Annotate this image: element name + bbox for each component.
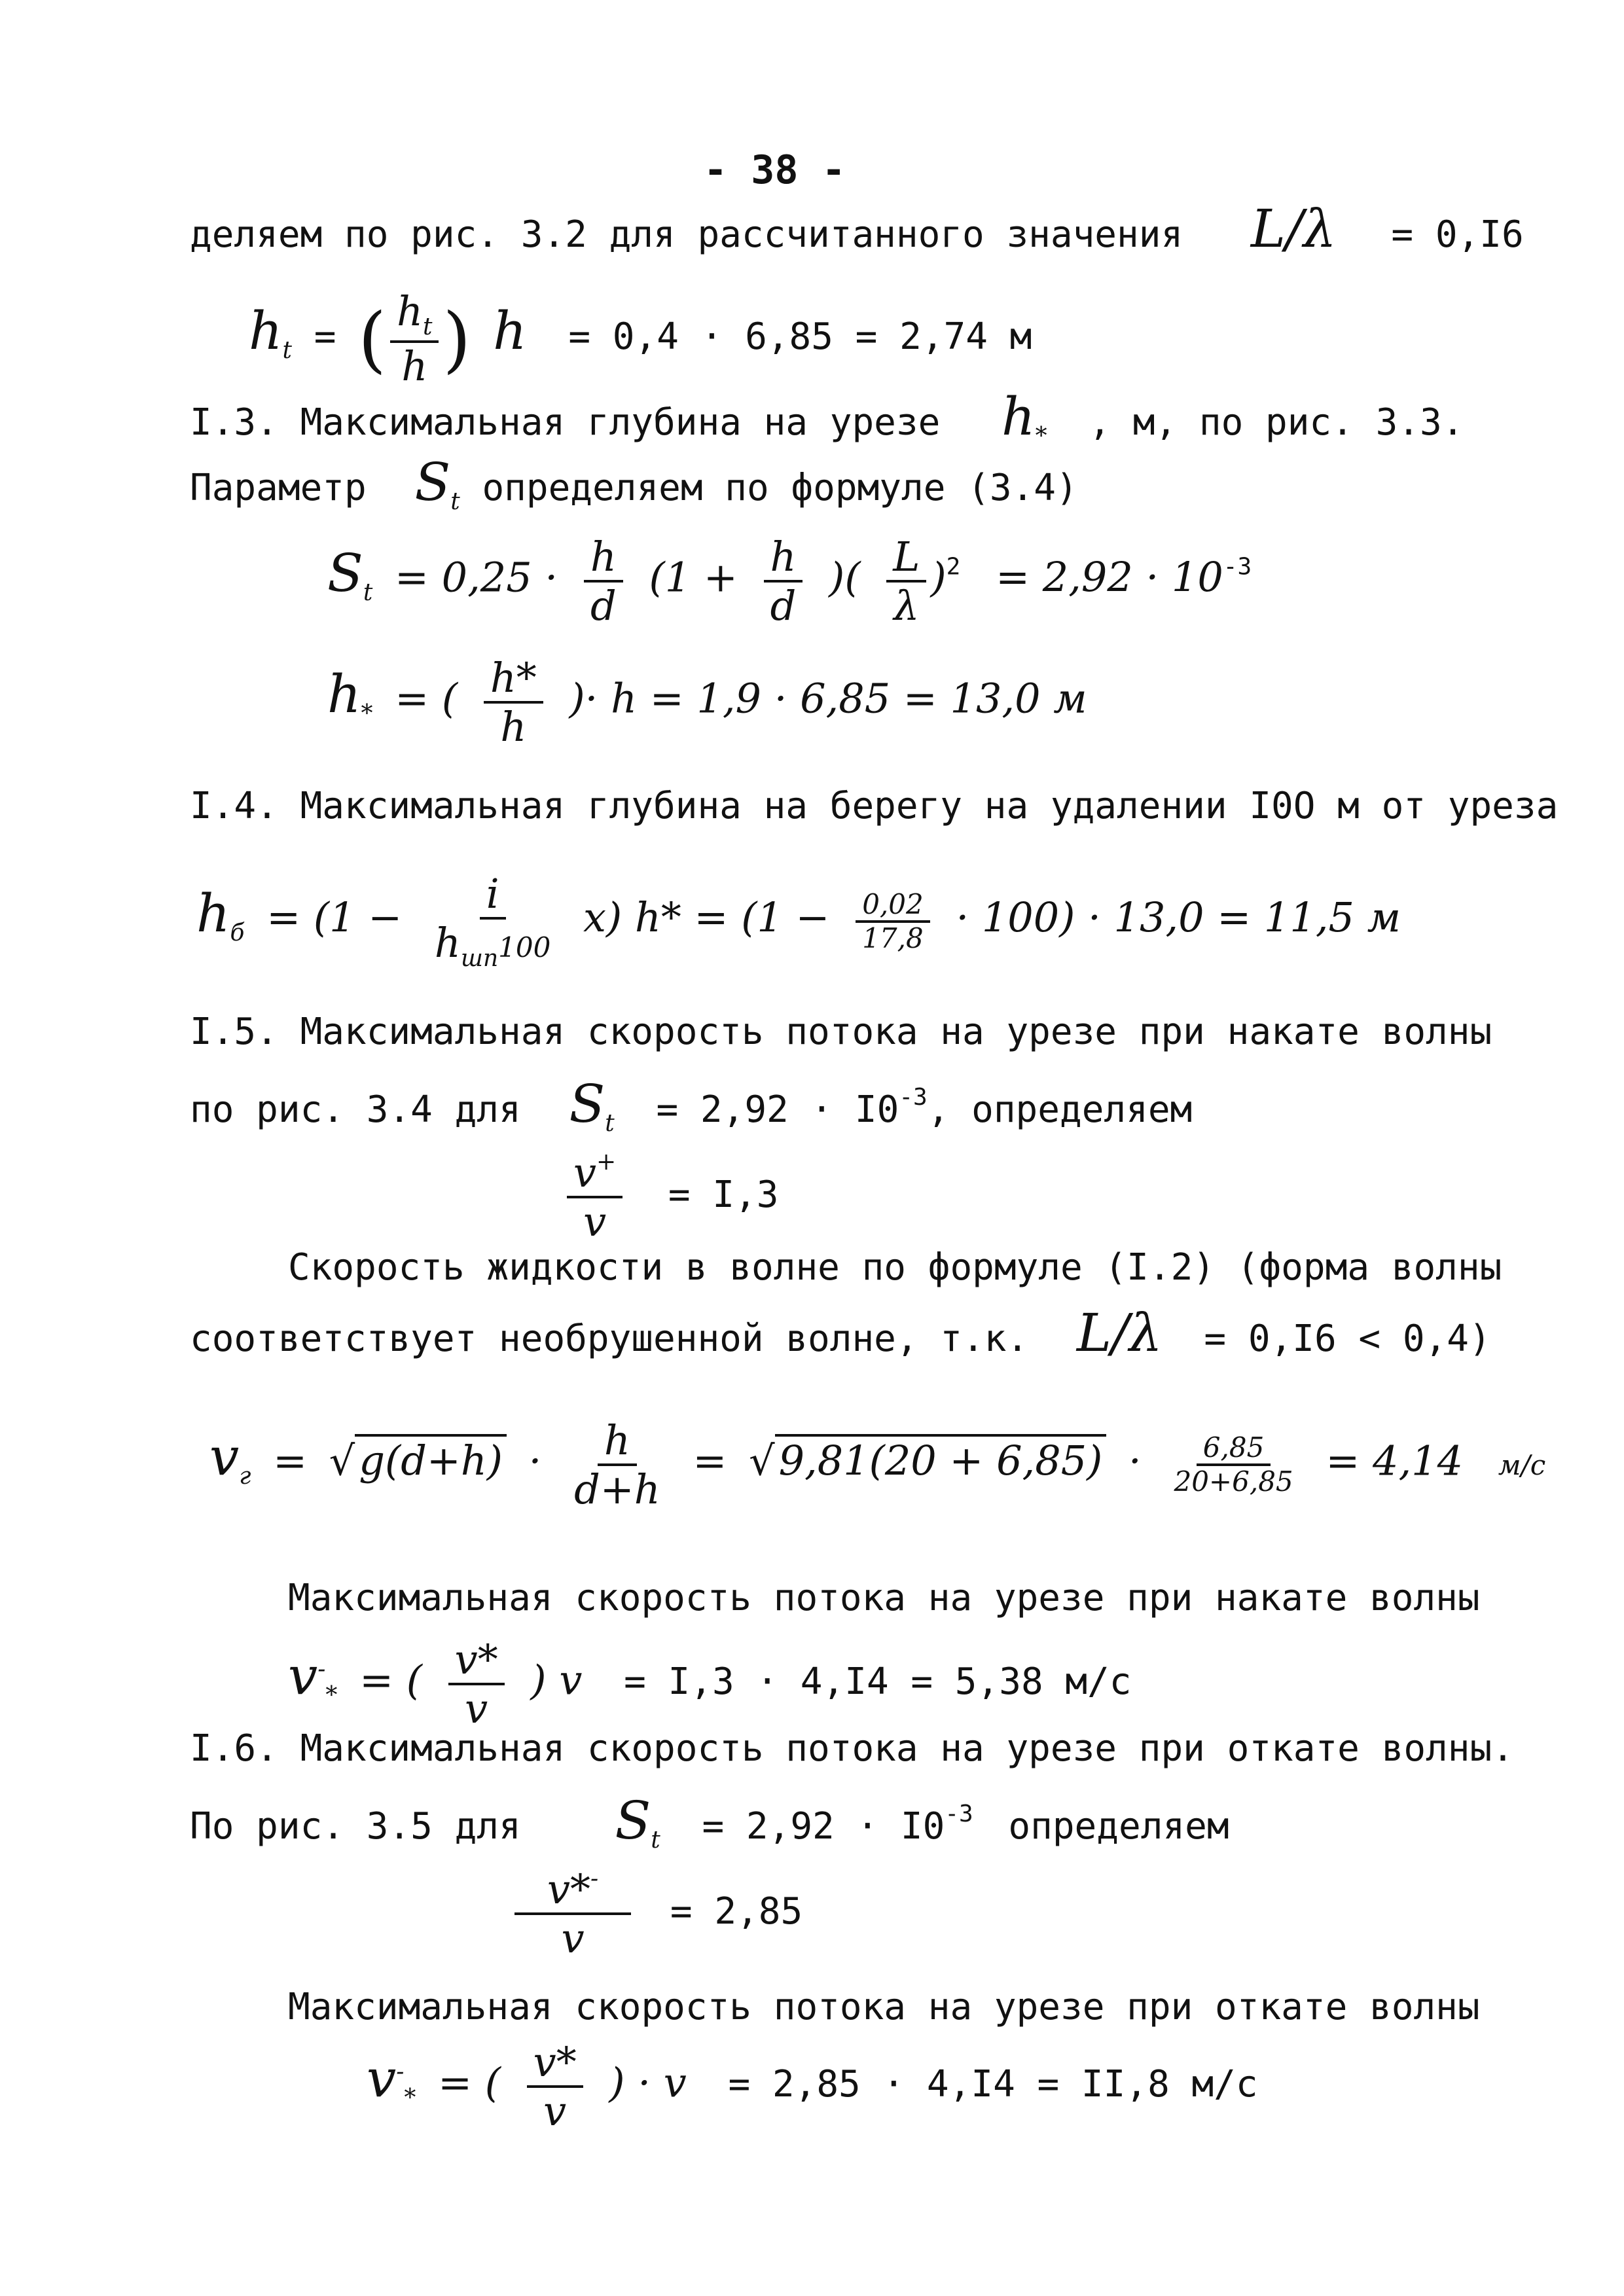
op: = (1 − — [266, 893, 403, 941]
symbol: $S_t$ — [414, 452, 460, 515]
lhs: $v^-_*$ — [367, 2048, 416, 2112]
ratio-symbol: L/λ — [1250, 198, 1337, 259]
op: = — [693, 1437, 727, 1485]
paragraph-1-3b — [190, 452, 1078, 523]
text: По рис. 3.5 для — [190, 1805, 521, 1848]
lhs: $v^-_*$ — [288, 1645, 338, 1710]
op: = ( — [359, 1656, 422, 1704]
text: деляем по рис. 3.2 для рассчитанного значения — [190, 213, 1183, 256]
fraction: $\frac{h*}{h}$ — [484, 655, 543, 751]
lhs: $h_*$ — [327, 664, 373, 728]
text: I.3. Максимальная глубина на урезе — [190, 401, 941, 444]
multiplier: h — [493, 300, 527, 361]
fraction: $\frac{v*}{v}$ — [527, 2039, 583, 2135]
op: = ( — [438, 2058, 501, 2107]
text: определяем — [1008, 1805, 1229, 1848]
op: ) v — [530, 1656, 583, 1704]
op: )( — [829, 553, 861, 601]
fraction: $\frac{v*^-}{v}$ — [514, 1865, 631, 1962]
paragraph-1-5b — [190, 1073, 1193, 1145]
fraction: $\frac{i}{h_{шп}100}$ — [434, 870, 551, 973]
paragraph-1-6b — [190, 1790, 1229, 1861]
text: соответствует необрушенной волне, т.к. — [190, 1318, 1029, 1360]
equation-st: $S_t = 0,25$ · $\frac{h}{d}$ (1 + $\frac{h}{d}$ )( $\frac{L}{\lambda}$ )$^2 = 2,92 \cdot 10^{-3}$ — [327, 533, 1252, 630]
op: = — [273, 1437, 308, 1485]
lhs: $S_t$ — [327, 543, 373, 607]
coefficient: = 0,25 · — [395, 553, 558, 601]
paragraph-1-6: I.6. Максимальная скорость потока на урезе при откате волны. — [190, 1727, 1514, 1770]
symbol: $h_*$ — [1001, 386, 1047, 450]
result: = I,3 — [668, 1173, 779, 1216]
op: · — [528, 1437, 542, 1485]
equation-vratio — [511, 1865, 803, 1962]
symbol: $S_t$ — [569, 1073, 615, 1137]
paragraph-speed-2 — [190, 1302, 1491, 1363]
op: = ( — [395, 674, 458, 723]
fraction: $\frac{0,02}{17,8}$ — [856, 889, 930, 955]
fraction: $\frac{v*}{v}$ — [448, 1636, 505, 1732]
fraction: $\frac{h}{d}$ — [764, 533, 803, 630]
op: x) h* = (1 − — [583, 893, 830, 941]
exponent: -3 — [1223, 553, 1252, 581]
exponent: -3 — [945, 1801, 973, 1827]
op: ) · v — [609, 2058, 687, 2107]
result: · 100) · 13,0 = 11,5 м — [956, 893, 1401, 941]
equation-ht: $h_t$ = ( $\frac{h_t}{h}$ ) h = 0,4 · 6,85 = 2,74 м — [249, 287, 1032, 391]
op: · — [1128, 1437, 1142, 1485]
fraction: $\frac{6,85}{20+6,85}$ — [1174, 1431, 1293, 1498]
result: = 4,14 — [1326, 1437, 1464, 1485]
result: = 0,4 · 6,85 = 2,74 м — [568, 315, 1032, 358]
paragraph-max-run: Максимальная скорость потока на урезе при накате волны — [288, 1577, 1480, 1619]
paragraph-line — [190, 198, 1524, 259]
lhs: $v_г$ — [209, 1426, 251, 1490]
equation-vback — [367, 2039, 1258, 2135]
op: (1 + — [649, 553, 738, 601]
equation-vrun — [288, 1636, 1132, 1732]
fraction: $\frac{L}{\lambda}$ — [886, 533, 926, 630]
text: = 2,92 · I0 — [656, 1088, 899, 1131]
value: = 0,I6 — [1391, 213, 1524, 256]
result: = 2,85 · 4,I4 = II,8 м/с — [728, 2063, 1258, 2106]
ratio-symbol: L/λ — [1076, 1302, 1163, 1363]
fraction: $\frac{h}{d}$ — [584, 533, 623, 630]
symbol: $S_t$ — [615, 1790, 660, 1854]
fraction: $\frac{h}{d+h}$ — [574, 1416, 660, 1514]
equation-hb — [196, 870, 1401, 973]
text: по рис. 3.4 для — [190, 1088, 521, 1131]
exponent: -3 — [899, 1084, 928, 1111]
paragraph-1-4: I.4. Максимальная глубина на берегу на удалении I0O м от уреза — [190, 785, 1559, 827]
text: определяем по формуле (3.4) — [482, 467, 1078, 509]
result: = 2,85 — [670, 1890, 803, 1933]
lhs: $h_t$ — [249, 300, 292, 364]
sqrt: g(d+h) — [355, 1434, 507, 1484]
sqrt: 9,81(20 + 6,85) — [775, 1434, 1107, 1484]
text: , м, по рис. 3.3. — [1089, 401, 1464, 444]
equation-hstar — [327, 655, 1087, 751]
result: = 2,92 · 10 — [996, 553, 1223, 601]
equation-vplus — [563, 1149, 779, 1246]
page-number: - 38 - — [704, 147, 846, 193]
paragraph-speed-1: Скорость жидкости в волне по формуле (I.2) (форма волны — [288, 1246, 1502, 1289]
text: Параметр — [190, 467, 367, 509]
text: , определяем — [927, 1088, 1193, 1131]
unit: м/с — [1498, 1449, 1546, 1482]
paragraph-max-back: Максимальная скорость потока на урезе при откате волны — [288, 1986, 1480, 2028]
fraction: $\frac{h_t}{h}$ — [390, 288, 439, 390]
exponent: 2 — [946, 553, 961, 581]
text: = 2,92 · I0 — [702, 1805, 945, 1848]
result: )· h = 1,9 · 6,85 = 13,0 м — [569, 674, 1087, 723]
paragraph-1-5: I.5. Максимальная скорость потока на урезе при накате волны — [190, 1011, 1492, 1053]
paragraph-1-3 — [190, 386, 1464, 457]
lhs: $h_б$ — [196, 882, 245, 946]
text: = 0,I6 < 0,4) — [1204, 1318, 1491, 1360]
result: = I,3 · 4,I4 = 5,38 м/с — [624, 1660, 1132, 1704]
equals: = — [314, 315, 336, 358]
fraction: $\frac{v^+}{v}$ — [567, 1149, 623, 1246]
equation-v: $v_г = √g(d+h)$ · $\frac{h}{d+h}$ = √9,81(20 + 6,85) · $\frac{6,85}{20+6,85}$ = 4,14 м/с — [209, 1416, 1546, 1514]
